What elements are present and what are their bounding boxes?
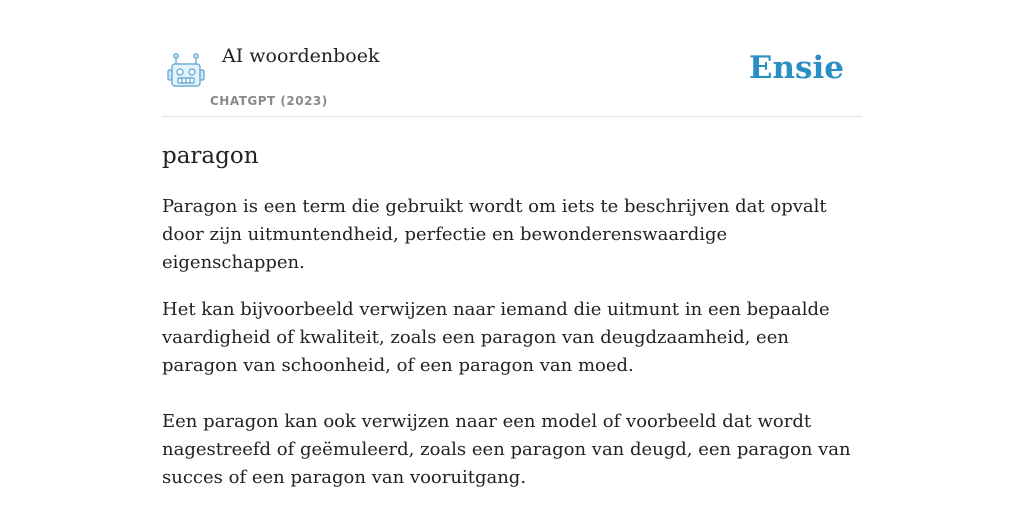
- definition-paragraph-1: Paragon is een term die gebruikt wordt om iets te beschrijven dat opvalt door zijn uitmuntendheid, perfectie en bewonderenswaardige eigenschappen.: [162, 196, 827, 273]
- source-subtitle: CHATGPT (2023): [210, 94, 328, 108]
- definition-paragraph-2: Het kan bijvoorbeeld verwijzen naar iemand die uitmunt in een bepaalde vaardigheid of kwaliteit, zoals een paragon van deugdzaamheid, een paragon van schoonheid, of een paragon van moed.: [162, 299, 830, 376]
- source-title: AI woordenboek: [222, 45, 380, 67]
- brand-logo-link[interactable]: Ensie: [748, 50, 844, 86]
- robot-icon: [166, 52, 206, 90]
- page-container: [162, 0, 862, 492]
- entry-term: paragon: [162, 143, 259, 169]
- definition-paragraph-3: Een paragon kan ook verwijzen naar een model of voorbeeld dat wordt nagestreefd of geëmuleerd, zoals een paragon van deugd, een paragon van succes of een paragon van vooruitgang.: [162, 411, 851, 488]
- source-header: [162, 0, 862, 117]
